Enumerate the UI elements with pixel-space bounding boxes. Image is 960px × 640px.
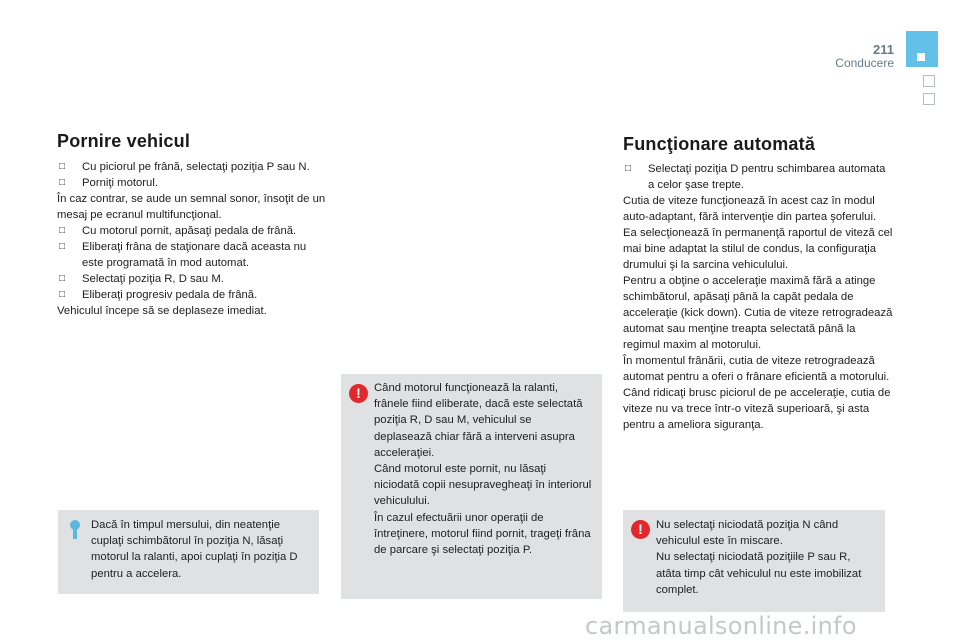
watermark-text: carmanualsonline.info xyxy=(585,612,857,640)
line-text: Eliberaţi progresiv pedala de frână. xyxy=(82,289,258,301)
bullet-item xyxy=(57,175,327,191)
checkbox-bullet-icon: □ xyxy=(59,289,66,300)
paragraph xyxy=(57,191,327,223)
bullet-item xyxy=(57,223,327,239)
checkbox-bullet-icon: □ xyxy=(59,177,66,188)
chapter-tab[interactable] xyxy=(923,93,935,105)
note-paragraph: Când motorul funcţionează la ralanti, frânele fiind eliberate, dacă este selectată poziţia R, D sau M, vehiculul se deplasează chiar fără a interveni asupra acceleraţiei. xyxy=(374,382,583,459)
left-heading: Pornire vehicul xyxy=(57,131,191,151)
info-note xyxy=(58,510,319,594)
line-text: În caz contrar, se aude un semnal sonor, însoţit de un mesaj pe ecranul multifuncţional. xyxy=(57,193,326,221)
bullet-item xyxy=(57,271,327,287)
info-note-text: Dacă în timpul mersului, din neatenţie cuplaţi schimbătorul în poziţia N, lăsaţi motorul la ralanti, apoi cuplaţi în poziţia D pentru a accelera. xyxy=(91,519,298,580)
left-column xyxy=(57,133,327,319)
bullet-item xyxy=(57,159,327,175)
checkbox-bullet-icon: □ xyxy=(59,273,66,284)
checkbox-bullet-icon: □ xyxy=(59,225,66,236)
exclamation-warning-icon: ! xyxy=(349,384,368,403)
paragraph xyxy=(57,303,327,319)
note-paragraph: În cazul efectuării unor operaţii de întreţinere, motorul fiind pornit, trageţi frâna de parcare şi selectaţi poziţia P. xyxy=(374,511,591,557)
left-body xyxy=(57,159,327,319)
note-paragraph: Nu selectaţi niciodată poziţiile P sau R, atâta timp cât vehiculul nu este imobilizat complet. xyxy=(656,551,862,596)
line-text: Cu piciorul pe frână, selectaţi poziţia P sau N. xyxy=(82,161,310,173)
section-title: Conducere xyxy=(835,56,894,70)
paragraph xyxy=(623,353,893,385)
bullet-item xyxy=(623,161,893,193)
chapter-tab[interactable] xyxy=(923,75,935,87)
paragraph xyxy=(623,273,893,353)
paragraph xyxy=(623,193,893,273)
page-number: 211 xyxy=(873,42,894,57)
checkbox-bullet-icon: □ xyxy=(625,163,632,174)
checkbox-bullet-icon: □ xyxy=(59,241,66,252)
warning-note-neutral-text xyxy=(656,517,875,598)
line-text: Eliberaţi frâna de staţionare dacă aceasta nu este programată în mod automat. xyxy=(82,241,307,269)
exclamation-warning-icon: ! xyxy=(631,520,650,539)
info-icon xyxy=(65,520,85,540)
bullet-item xyxy=(57,287,327,303)
right-body xyxy=(623,161,893,433)
line-text: Pentru a obţine o acceleraţie maximă fără a atinge schimbătorul, apăsaţi până la capăt pedala de acceleraţie (kick down). Cutia de viteze retrogradează automat sau menţine treapta selectată până la regimul maxim al motorului. xyxy=(623,275,893,351)
chapter-tab-active[interactable] xyxy=(906,31,938,67)
warning-note-neutral xyxy=(623,510,885,612)
checkbox-bullet-icon: □ xyxy=(59,161,66,172)
line-text: Selectaţi poziţia R, D sau M. xyxy=(82,273,224,285)
bullet-item xyxy=(57,239,327,271)
line-text: Porniţi motorul. xyxy=(82,177,158,189)
line-text: În momentul frânării, cutia de viteze retrogradează automat pentru a oferi o frânare eficientă a motorului. xyxy=(623,355,890,383)
note-paragraph: Nu selectaţi niciodată poziţia N când vehiculul este în miscare. xyxy=(656,519,839,548)
line-text: Cutia de viteze funcţionează în acest caz în modul auto-adaptant, fără intervenţie din partea şoferului. Ea selecţionează în permanenţă raportul de viteză cel mai bine adaptat la stilul de condus, la configuraţia drumului şi la sarcina vehiculului. xyxy=(623,195,893,271)
line-text: Selectaţi poziţia D pentru schimbarea automata a celor şase trepte. xyxy=(648,163,886,191)
warning-note-idle xyxy=(341,374,602,599)
paragraph xyxy=(623,385,893,433)
line-text: Cu motorul pornit, apăsaţi pedala de frână. xyxy=(82,225,297,237)
warning-note-idle-text xyxy=(374,380,592,558)
right-heading: Funcţionare automată xyxy=(623,134,816,154)
line-text: Când ridicaţi brusc piciorul de pe acceleraţie, cutia de viteze nu va trece într-o viteză superioară, şi asta pentru a ameliora siguranţa. xyxy=(623,387,891,431)
right-column xyxy=(623,136,893,433)
line-text: Vehiculul începe să se deplaseze imediat. xyxy=(57,305,267,317)
note-paragraph: Când motorul este pornit, nu lăsaţi niciodată copii nesupravegheaţi în interiorul vehiculului. xyxy=(374,463,592,508)
